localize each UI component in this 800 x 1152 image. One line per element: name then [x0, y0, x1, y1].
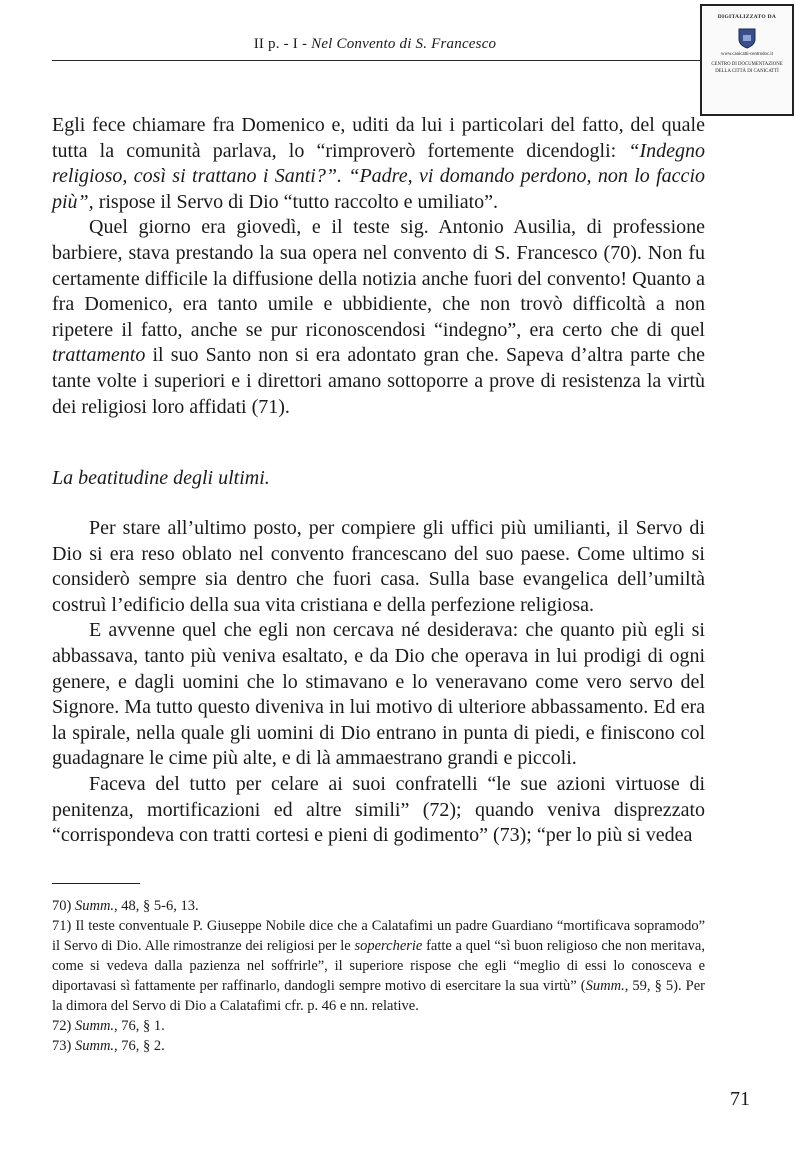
- footnote-72: 72) Summ., 76, § 1.: [52, 1018, 165, 1034]
- header-rule: [52, 60, 704, 61]
- paragraph: E avvenne quel che egli non cercava né desiderava: che quanto più egli si abbassava, tanto più veniva esaltato, e da Dio che operava in lui prodigi di ogni genere, e dagli uomini che lo stimavano e lo veneravano come vero servo del Signore. Ma tutto questo diveniva in lui motivo di ulteriore abbassamento. Ed era la spirale, nella quale gli uomini di Dio entrano in punta di piedi, e finiscono col guadagnare le cime più alte, e di là ammaestrano grandi e piccoli.: [52, 619, 705, 770]
- digitization-stamp: [700, 4, 794, 116]
- page-number: 71: [730, 1088, 750, 1110]
- body-text-top: [52, 113, 705, 420]
- shield-icon: [736, 27, 758, 49]
- stamp-top-text: DIGITALIZZATO DA: [717, 14, 777, 20]
- paragraph: Per stare all’ultimo posto, per compiere gli uffici più umilianti, il Servo di Dio si era reso oblato nel convento francescano del suo paese. Come ultimo si considerò sempre sia dentro che fuori casa. Sulla base evangelica dell’umiltà costruì l’edificio della sua vita cristiana e della perfezione religiosa.: [52, 517, 705, 616]
- running-header: [50, 36, 700, 53]
- footnote-71: 71) Il teste conventuale P. Giuseppe Nobile dice che a Calatafimi un padre Guardiano “mortificava sopramodo” il Servo di Dio. Alle rimostranze dei religiosi per le sopercherie fatte a quel “sì buon religioso che non meritava, come si vedeva dalla pazienza nel soffrirle”, il superiore rispose che egli “meglio di essi lo conosceva e diportavasi sì fattamente per raffinarlo, dandogli sempre motivo di esercitare la sua virtù” (Summ., 59, § 5). Per la dimora del Servo di Dio a Calatafimi cfr. p. 46 e nn. relative.: [52, 918, 705, 1014]
- paragraph: Quel giorno era giovedì, e il teste sig. Antonio Ausilia, di professione barbiere, stava prestando la sua opera nel convento di S. Francesco (70). Non fu certamente difficile la diffusione della notizia anche fuori del convento! Quanto a fra Domenico, era tanto umile e ubbidiente, che non trovò difficoltà a non ripetere il fatto, anche se pur riconoscendosi “indegno”, era certo che di quel trattamento il suo Santo non si era adontato gran che. Sapeva d’altra parte che tante volte i superiori e i direttori amano sottoporre a prove di resistenza la virtù dei religiosi loro affidati (71).: [52, 216, 705, 418]
- body-text-bottom: [52, 516, 705, 849]
- stamp-line2: DELLA CITTÀ DI CANICATTÌ: [715, 69, 779, 74]
- section-heading: La beatitudine degli ultimi.: [52, 467, 270, 489]
- footnotes: [52, 896, 705, 1056]
- stamp-line1: CENTRO DI DOCUMENTAZIONE: [711, 62, 783, 67]
- header-part: II p. - I -: [253, 36, 308, 52]
- footnote-73: 73) Summ., 76, § 2.: [52, 1038, 165, 1054]
- footnote-70: 70) Summ., 48, § 5-6, 13.: [52, 898, 199, 914]
- paragraph: Faceva del tutto per celare ai suoi confratelli “le sue azioni virtuose di penitenza, mortificazioni ed altre simili” (72); quando veniva disprezzato “corrispondeva con tratti cortesi e pieni di godimento” (73); “per lo più si vedea: [52, 772, 705, 847]
- paragraph: Egli fece chiamare fra Domenico e, uditi da lui i particolari del fatto, del quale tutta la comunità parlava, lo “rimproverò fortemente dicendogli: “Indegno religioso, così si trattano i Santi?”. “Padre, vi domando perdono, non lo faccio più”, rispose il Servo di Dio “tutto raccolto e umiliato”.: [52, 114, 705, 213]
- header-title: Nel Convento di S. Francesco: [311, 36, 497, 52]
- stamp-url: www.canicatti-centrodoc.it: [721, 52, 773, 57]
- footnote-rule: [52, 883, 140, 884]
